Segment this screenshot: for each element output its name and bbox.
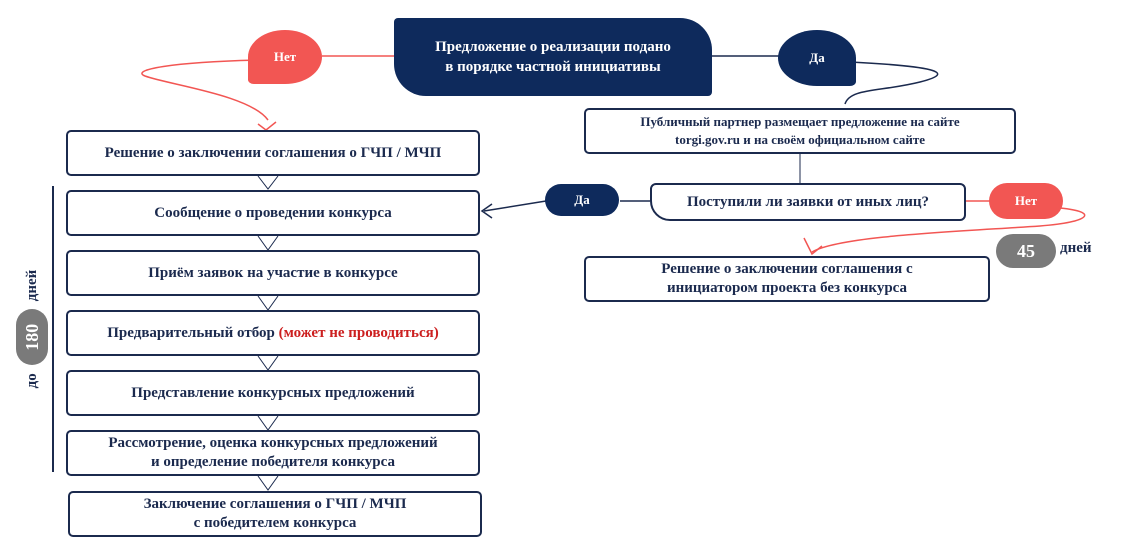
step-applications-label: Приём заявок на участие в конкурсе <box>148 264 398 281</box>
question-label: Поступили ли заявки от иных лиц? <box>686 193 930 210</box>
days-180-prefix: до <box>23 373 40 389</box>
public-partner-line2: torgi.gov.ru и на своём официальном сайте <box>675 132 925 147</box>
step-applications <box>66 250 480 296</box>
step-decision-label: Решение о заключении соглашения о ГЧП / МЧП <box>104 144 442 161</box>
step-preselection-label: Предварительный отбор <box>107 324 275 341</box>
days-45-number: 45 <box>1017 240 1035 261</box>
days-180-badge <box>16 309 48 365</box>
days-180-label <box>15 244 49 414</box>
branch-no-label: Нет <box>273 49 297 64</box>
days-180-number: 180 <box>21 323 42 351</box>
arrow-no-to-decision <box>258 122 276 130</box>
step-preselection <box>66 310 480 356</box>
initiative-box <box>394 18 712 96</box>
question-box <box>650 183 966 221</box>
step-decision <box>66 130 480 176</box>
chevron-6 <box>258 476 278 490</box>
step-evaluation <box>66 430 480 476</box>
no-competition-box <box>584 256 990 302</box>
line-yes-to-announcement <box>484 201 546 211</box>
chevron-4 <box>258 356 278 370</box>
chevron-5 <box>258 416 278 430</box>
public-partner-line1: Публичный партнер размещает предложение на сайте <box>640 114 960 129</box>
step-proposals <box>66 370 480 416</box>
step-announcement <box>66 190 480 236</box>
question-no-label: Нет <box>1014 193 1038 208</box>
question-no-badge <box>989 183 1063 219</box>
days-180-unit: дней <box>23 269 40 302</box>
branch-yes-label: Да <box>809 50 825 65</box>
step-evaluation-line2: и определение победителя конкурса <box>151 454 395 470</box>
question-yes-badge <box>545 184 619 216</box>
step-preselection-note: (может не проводиться) <box>278 324 439 341</box>
public-partner-box <box>584 108 1016 154</box>
initiative-line2: в порядке частной инициативы <box>445 59 661 75</box>
initiative-line1: Предложение о реализации подано <box>435 39 671 55</box>
step-proposals-label: Представление конкурсных предложений <box>131 384 415 401</box>
branch-yes-badge <box>778 30 856 86</box>
step-evaluation-line1: Рассмотрение, оценка конкурсных предложений <box>108 435 438 451</box>
no-competition-line1: Решение о заключении соглашения с <box>661 261 913 277</box>
days-45-badge <box>996 234 1056 268</box>
step-conclusion-line2: с победителем конкурса <box>193 515 357 531</box>
step-announcement-label: Сообщение о проведении конкурса <box>154 204 392 221</box>
branch-no-badge <box>248 30 322 84</box>
step-conclusion <box>68 491 482 537</box>
chevron-2 <box>258 236 278 250</box>
chevron-1 <box>258 176 278 189</box>
curve-yes-to-partner <box>845 62 938 104</box>
question-yes-label: Да <box>574 192 590 207</box>
days-45-unit: дней <box>1060 240 1092 256</box>
chevron-3 <box>258 296 278 310</box>
no-competition-line2: инициатором проекта без конкурса <box>666 280 908 296</box>
step-conclusion-line1: Заключение соглашения о ГЧП / МЧП <box>143 496 407 512</box>
